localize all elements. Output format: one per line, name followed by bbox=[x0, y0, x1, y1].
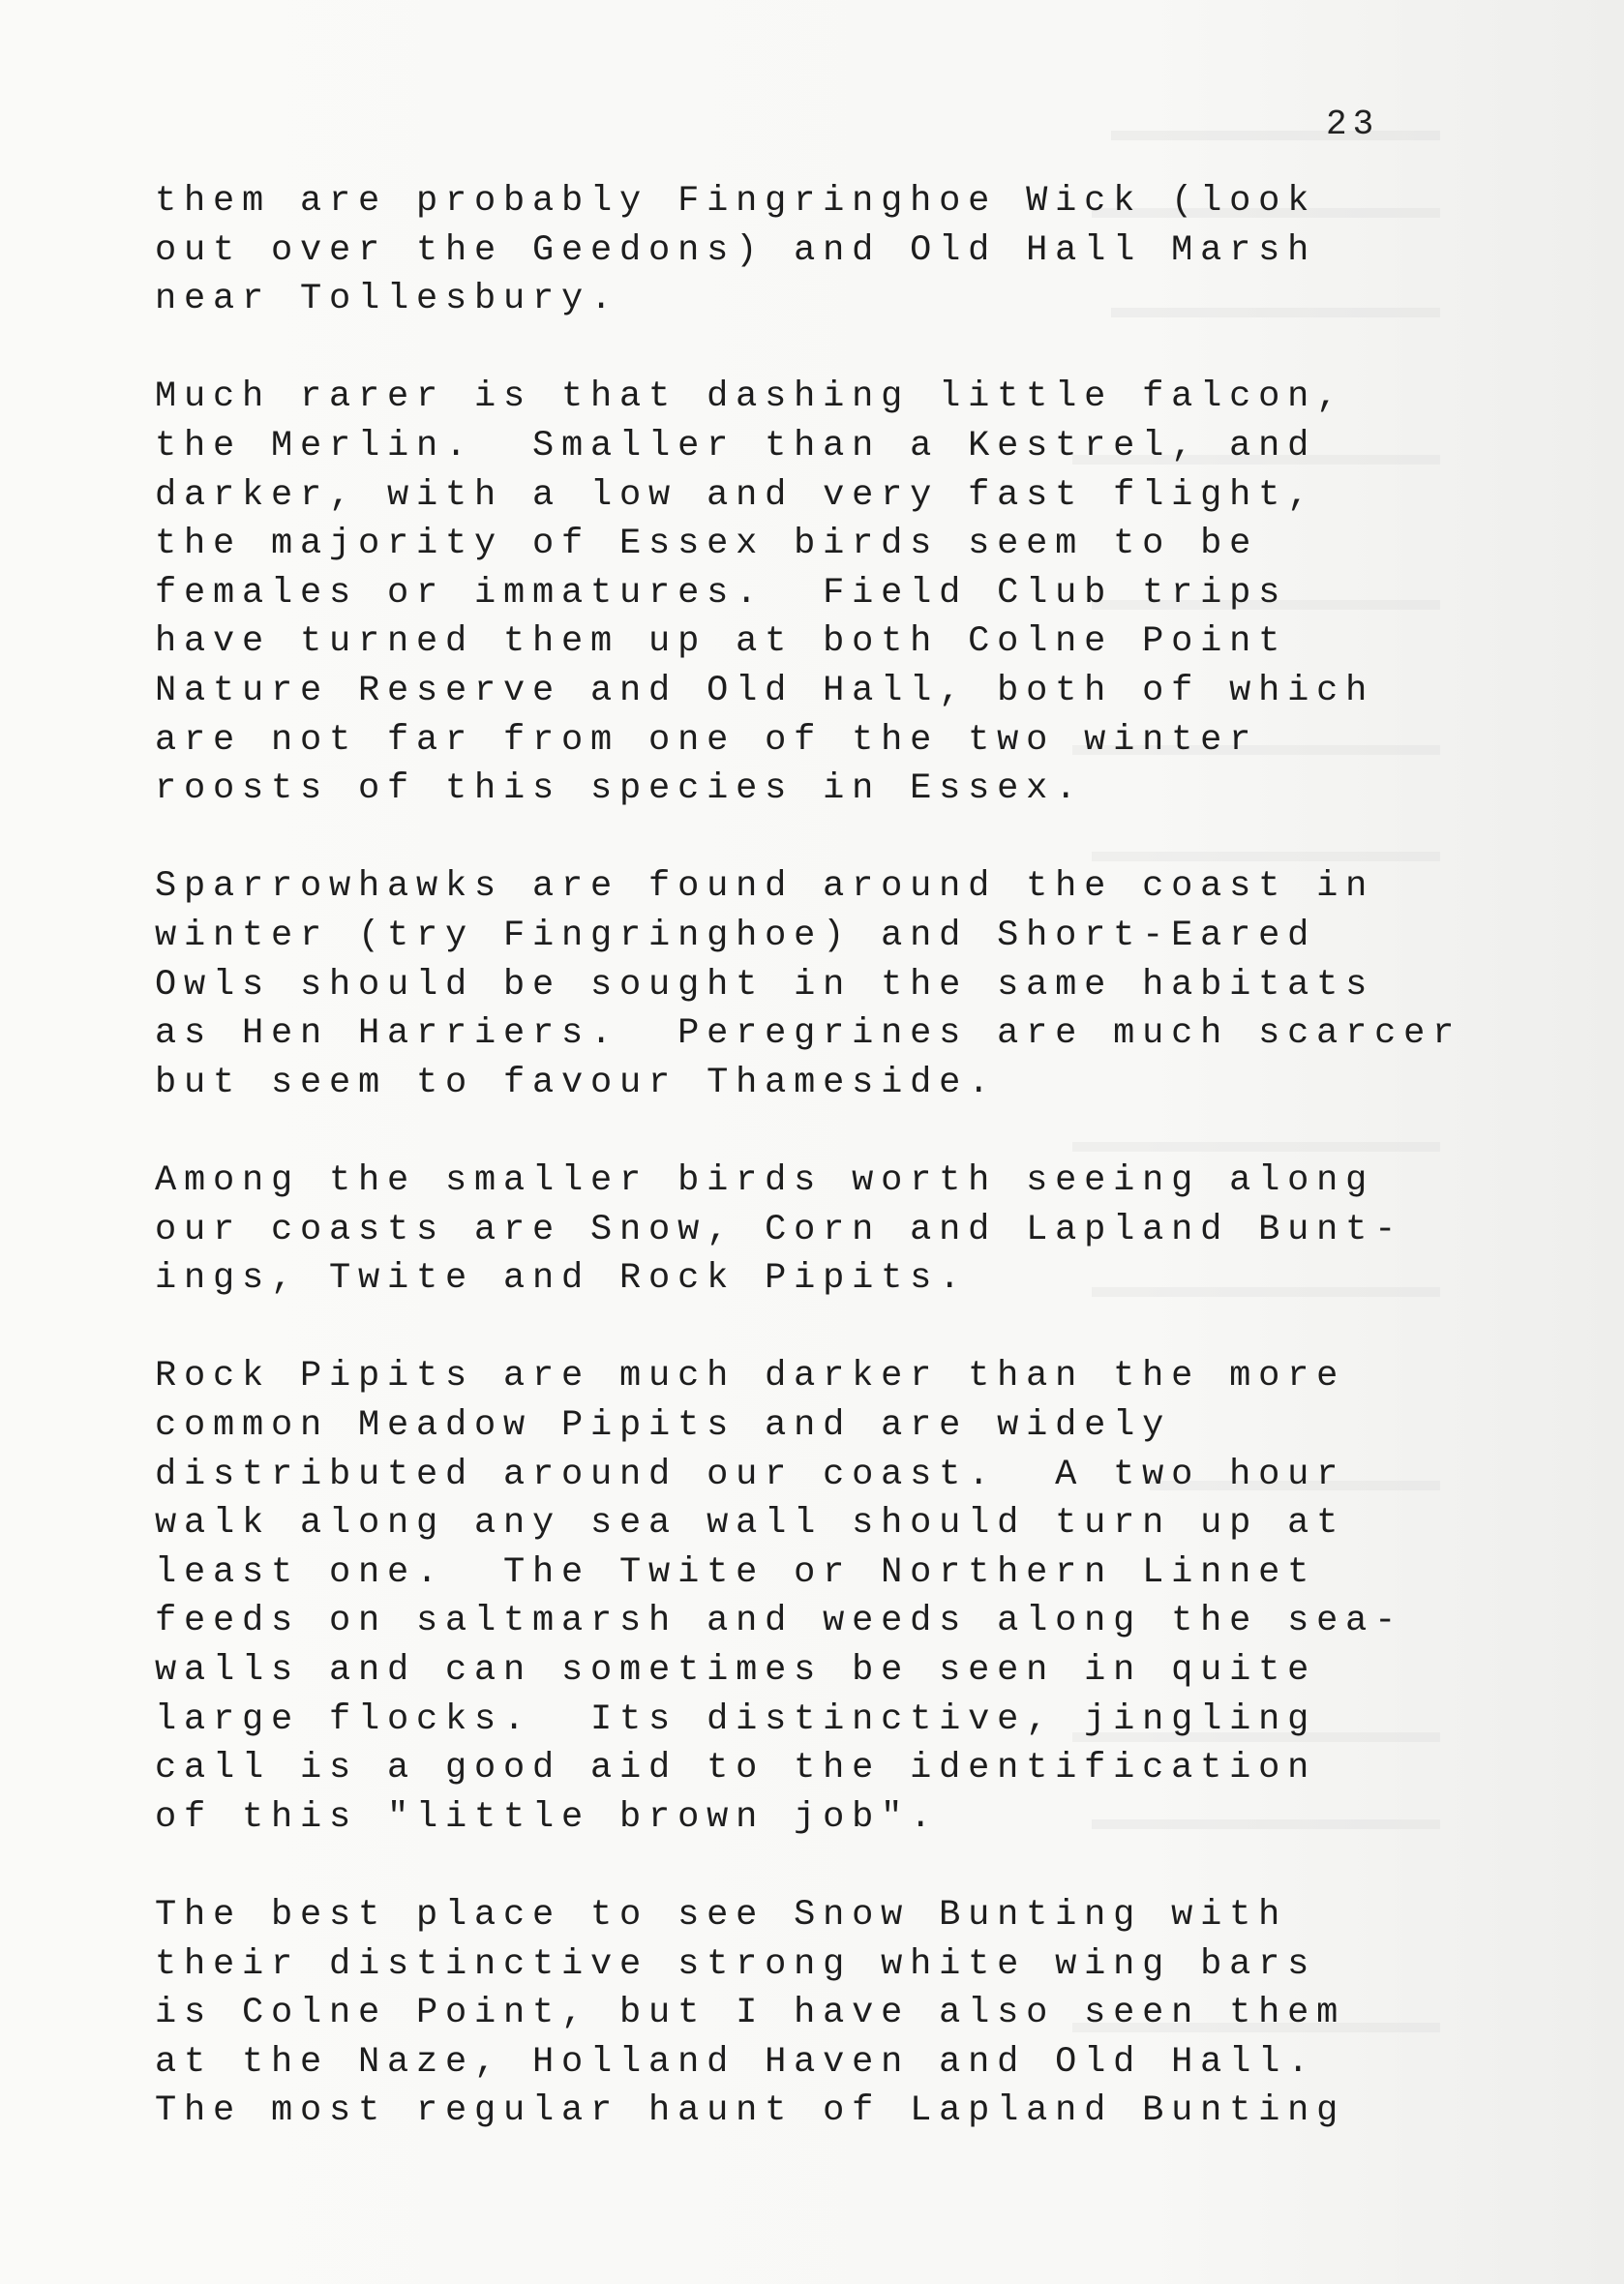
page-number: 23 bbox=[1326, 105, 1380, 144]
text-line: walls and can sometimes be seen in quite bbox=[155, 1650, 1317, 1691]
text-line: them are probably Fingringhoe Wick (look bbox=[155, 181, 1317, 222]
text-line: of this "little brown job". bbox=[155, 1797, 940, 1838]
text-line: but seem to favour Thameside. bbox=[155, 1063, 998, 1103]
text-line: winter (try Fingringhoe) and Short-Eared bbox=[155, 916, 1317, 956]
text-line: is Colne Point, but I have also seen them bbox=[155, 1993, 1346, 2033]
text-line: The best place to see Snow Bunting with bbox=[155, 1895, 1288, 1936]
text-line: Much rarer is that dashing little falcon, bbox=[155, 376, 1346, 417]
text-line: near Tollesbury. bbox=[155, 279, 620, 319]
text-line: at the Naze, Holland Haven and Old Hall. bbox=[155, 2042, 1317, 2083]
text-line: Among the smaller birds worth seeing along bbox=[155, 1160, 1375, 1201]
text-line: out over the Geedons) and Old Hall Marsh bbox=[155, 230, 1317, 271]
text-line: the majority of Essex birds seem to be bbox=[155, 524, 1259, 564]
text-line: their distinctive strong white wing bars bbox=[155, 1944, 1317, 1985]
text-line: Owls should be sought in the same habitats bbox=[155, 965, 1375, 1006]
text-line: Sparrowhawks are found around the coast in bbox=[155, 866, 1375, 907]
text-line: Nature Reserve and Old Hall, both of which bbox=[155, 671, 1375, 711]
text-line: the Merlin. Smaller than a Kestrel, and bbox=[155, 426, 1317, 466]
text-line: darker, with a low and very fast flight, bbox=[155, 475, 1317, 516]
text-line: feeds on saltmarsh and weeds along the sea- bbox=[155, 1601, 1404, 1641]
text-line: are not far from one of the two winter bbox=[155, 720, 1259, 761]
text-line: The most regular haunt of Lapland Bunting bbox=[155, 2090, 1346, 2131]
text-line: distributed around our coast. A two hour bbox=[155, 1455, 1346, 1495]
text-line: least one. The Twite or Northern Linnet bbox=[155, 1552, 1317, 1593]
text-line: walk along any sea wall should turn up at bbox=[155, 1503, 1346, 1544]
text-line: have turned them up at both Colne Point bbox=[155, 621, 1288, 662]
text-line: ings, Twite and Rock Pipits. bbox=[155, 1258, 969, 1299]
text-line: our coasts are Snow, Corn and Lapland Bunt- bbox=[155, 1210, 1404, 1250]
text-line: as Hen Harriers. Peregrines are much scarcer bbox=[155, 1013, 1462, 1054]
text-line: females or immatures. Field Club trips bbox=[155, 573, 1288, 614]
text-line: large flocks. Its distinctive, jingling bbox=[155, 1699, 1317, 1740]
text-line: Rock Pipits are much darker than the more bbox=[155, 1356, 1346, 1397]
text-line: common Meadow Pipits and are widely bbox=[155, 1405, 1172, 1446]
text-line: call is a good aid to the identification bbox=[155, 1748, 1317, 1788]
text-line: roosts of this species in Essex. bbox=[155, 768, 1085, 809]
